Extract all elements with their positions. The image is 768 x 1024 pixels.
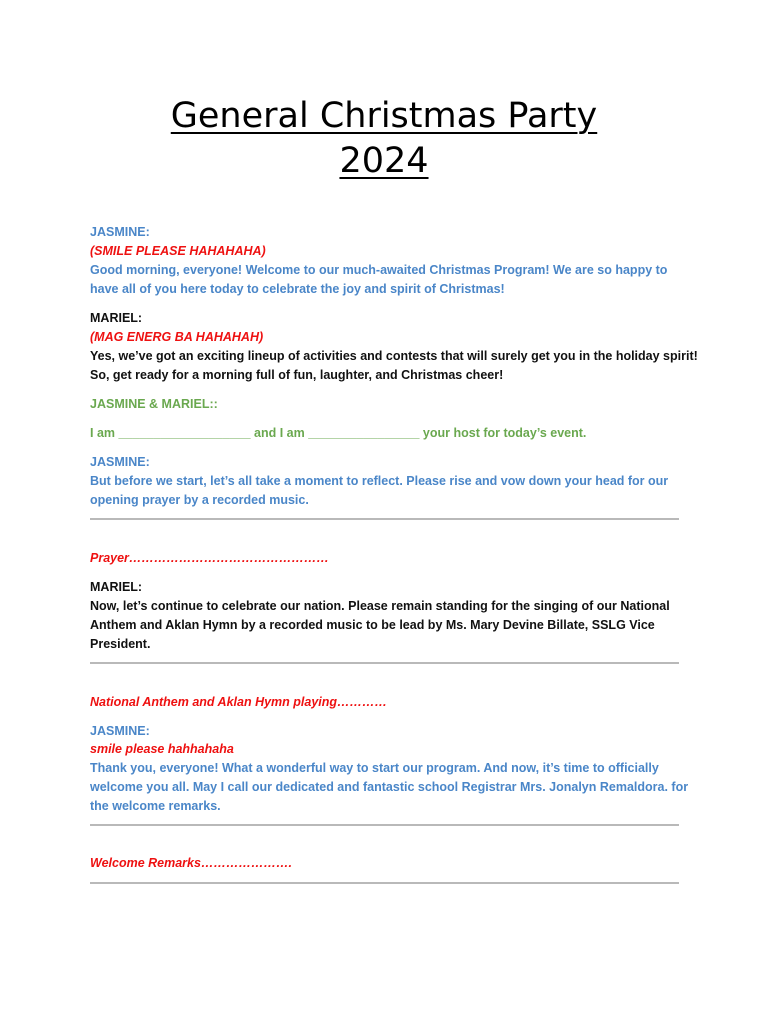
script-line: Anthem and Aklan Hymn by a recorded music to be lead by Ms. Mary Devine Billate, SSLG Vice xyxy=(90,618,655,632)
stage-cue: smile please hahhahaha xyxy=(90,742,234,756)
script-line: But before we start, let’s all take a moment to reflect. Please rise and vow down your head for our xyxy=(90,474,669,488)
stage-cue-welcome: Welcome Remarks…………………. xyxy=(90,856,292,870)
script-line: the welcome remarks. xyxy=(90,799,221,813)
stage-cue: (MAG ENERG BA HAHAHAH) xyxy=(90,330,264,344)
stage-cue-prayer: Prayer………………………………………… xyxy=(90,551,329,565)
script-line: Good morning, everyone! Welcome to our much-awaited Christmas Program! We are so happy to xyxy=(90,263,668,277)
speaker-label: JASMINE & MARIEL:: xyxy=(90,397,218,411)
script-line: welcome you all. May I call our dedicated and fantastic school Registrar Mrs. Jonalyn Remaldora. for xyxy=(90,780,689,794)
speaker-label: MARIEL: xyxy=(90,580,143,594)
script-line: Yes, we’ve got an exciting lineup of activities and contests that will surely get you in the holiday spirit! xyxy=(90,349,698,363)
section-divider xyxy=(90,518,679,520)
script-line: President. xyxy=(90,637,151,651)
section-divider xyxy=(90,882,679,884)
script-line: So, get ready for a morning full of fun, laughter, and Christmas cheer! xyxy=(90,368,504,382)
document-title-line2: 2024 xyxy=(339,141,429,181)
document-title-line1: General Christmas Party xyxy=(170,96,598,136)
speaker-label: JASMINE: xyxy=(90,724,150,738)
script-line: opening prayer by a recorded music. xyxy=(90,493,309,507)
stage-cue: (SMILE PLEASE HAHAHAHA) xyxy=(90,244,266,258)
script-line: have all of you here today to celebrate the joy and spirit of Christmas! xyxy=(90,282,505,296)
speaker-label: JASMINE: xyxy=(90,225,150,239)
section-divider xyxy=(90,824,679,826)
script-line: Thank you, everyone! What a wonderful way to start our program. And now, it’s time to officially xyxy=(90,761,659,775)
speaker-label: JASMINE: xyxy=(90,455,150,469)
stage-cue-anthem: National Anthem and Aklan Hymn playing………… xyxy=(90,695,388,709)
speaker-label: MARIEL: xyxy=(90,311,143,325)
script-line: I am ___________________ and I am ________________ your host for today’s event. xyxy=(90,426,587,440)
section-divider xyxy=(90,662,679,664)
script-line: Now, let’s continue to celebrate our nation. Please remain standing for the singing of our National xyxy=(90,599,670,613)
